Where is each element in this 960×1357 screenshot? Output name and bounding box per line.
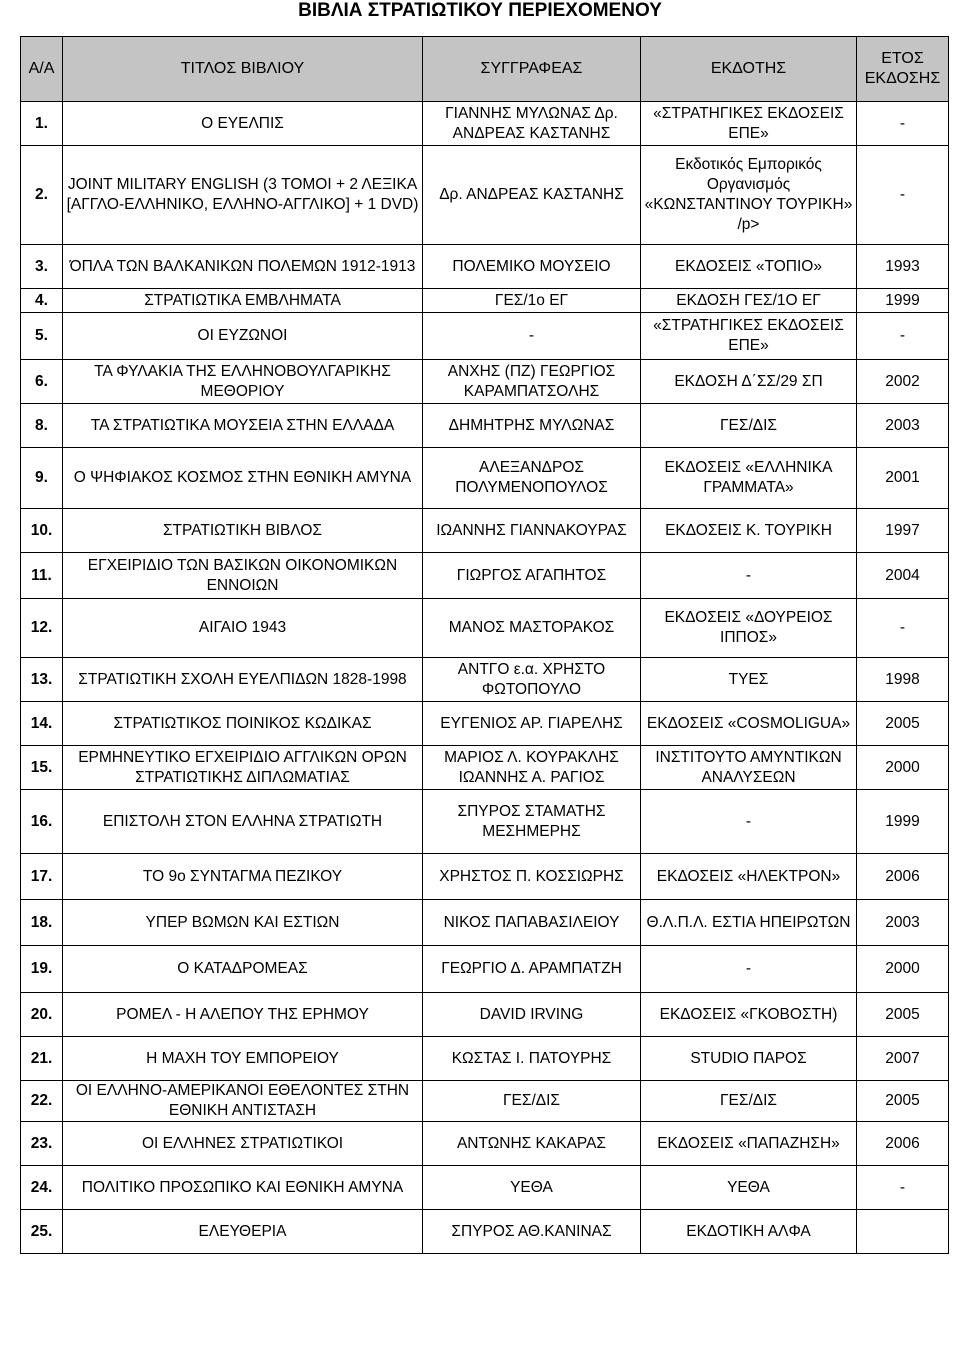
table-row [21, 790, 949, 854]
table-row [21, 854, 949, 900]
row-author: ΑΝΤΓΟ ε.α. ΧΡΗΣΤΟ ΦΩΤΟΠΟΥΛΟ [423, 658, 641, 702]
row-author: ΝΙΚΟΣ ΠΑΠΑΒΑΣΙΛΕΙΟΥ [423, 900, 641, 946]
table-row [21, 1037, 949, 1081]
row-title: ΣΤΡΑΤΙΩΤΙΚΟΣ ΠΟΙΝΙΚΟΣ ΚΩΔΙΚΑΣ [63, 702, 423, 746]
row-title: ΑΙΓΑΙΟ 1943 [63, 599, 423, 658]
row-title: JOINT MILITARY ENGLISH (3 ΤΟΜΟΙ + 2 ΛΕΞΙΚΑ [ΑΓΓΛΟ-ΕΛΛΗΝΙΚΟ, ΕΛΛΗΝΟ-ΑΓΓΛΙΚΟ] + 1 DVD) [63, 146, 423, 245]
row-author: ΓΕΣ/1ο ΕΓ [423, 289, 641, 313]
row-publisher: ΕΚΔΟΣΕΙΣ «COSMOLIGUA» [641, 702, 857, 746]
row-number: 11. [21, 553, 63, 599]
table-row [21, 702, 949, 746]
row-title: Ο ΚΑΤΑΔΡΟΜΕΑΣ [63, 946, 423, 993]
row-year: 2000 [857, 946, 949, 993]
row-year: 2005 [857, 993, 949, 1037]
row-publisher: Εκδοτικός Εμπορικός Οργανισμός «ΚΩΝΣΤΑΝΤΙΝΟΥ ΤΟΥΡΙΚΗ» /p> [641, 146, 857, 245]
table-row [21, 746, 949, 790]
table-row [21, 900, 949, 946]
row-author: ΓΕΩΡΓΙΟ Δ. ΑΡΑΜΠΑΤΖΗ [423, 946, 641, 993]
row-number: 18. [21, 900, 63, 946]
row-author: ΓΙΩΡΓΟΣ ΑΓΑΠΗΤΟΣ [423, 553, 641, 599]
row-publisher: ΓΕΣ/ΔΙΣ [641, 404, 857, 448]
row-publisher: «ΣΤΡΑΤΗΓΙΚΕΣ ΕΚΔΟΣΕΙΣ ΕΠΕ» [641, 313, 857, 360]
row-year: 2006 [857, 854, 949, 900]
row-year: 2005 [857, 1081, 949, 1122]
row-title: ΥΠΕΡ ΒΩΜΩΝ ΚΑΙ ΕΣΤΙΩΝ [63, 900, 423, 946]
page-title: ΒΙΒΛΙΑ ΣΤΡΑΤΙΩΤΙΚΟΥ ΠΕΡΙΕΧΟΜΕΝΟΥ [298, 0, 662, 21]
row-publisher: ΕΚΔΟΣΗ ΓΕΣ/1Ο ΕΓ [641, 289, 857, 313]
row-author: ΓΕΣ/ΔΙΣ [423, 1081, 641, 1122]
column-header-publisher: ΕΚΔΟΤΗΣ [641, 37, 857, 102]
row-year: 1999 [857, 790, 949, 854]
books-table [20, 36, 949, 1254]
row-author: ΔΗΜΗΤΡΗΣ ΜΥΛΩΝΑΣ [423, 404, 641, 448]
row-title: Η ΜΑΧΗ ΤΟΥ ΕΜΠΟΡΕΙΟΥ [63, 1037, 423, 1081]
row-publisher: Θ.Λ.Π.Λ. ΕΣΤΙΑ ΗΠΕΙΡΩΤΩΝ [641, 900, 857, 946]
table-row [21, 658, 949, 702]
row-number: 8. [21, 404, 63, 448]
row-publisher: ΕΚΔΟΣΕΙΣ «ΔΟΥΡΕΙΟΣ ΙΠΠΟΣ» [641, 599, 857, 658]
row-number: 25. [21, 1210, 63, 1254]
row-number: 24. [21, 1166, 63, 1210]
row-year: 2006 [857, 1122, 949, 1166]
table-row [21, 509, 949, 553]
row-title: ΤΑ ΦΥΛΑΚΙΑ ΤΗΣ ΕΛΛΗΝΟΒΟΥΛΓΑΡΙΚΗΣ ΜΕΘΟΡΙΟΥ [63, 360, 423, 404]
row-number: 12. [21, 599, 63, 658]
row-number: 4. [21, 289, 63, 313]
row-publisher: ΕΚΔΟΤΙΚΗ ΑΛΦΑ [641, 1210, 857, 1254]
row-number: 15. [21, 746, 63, 790]
row-publisher: ΕΚΔΟΣΗ Δ΄ΣΣ/29 ΣΠ [641, 360, 857, 404]
row-number: 22. [21, 1081, 63, 1122]
row-title: ΡΟΜΕΛ - Η ΑΛΕΠΟΥ ΤΗΣ ΕΡΗΜΟΥ [63, 993, 423, 1037]
row-publisher: - [641, 946, 857, 993]
row-title: ΕΛΕΥΘΕΡΙΑ [63, 1210, 423, 1254]
table-row [21, 102, 949, 146]
row-number: 6. [21, 360, 63, 404]
table-row [21, 1210, 949, 1254]
row-year: - [857, 1166, 949, 1210]
row-title: ΤΑ ΣΤΡΑΤΙΩΤΙΚΑ ΜΟΥΣΕΙΑ ΣΤΗΝ ΕΛΛΑΔΑ [63, 404, 423, 448]
row-title: Ο ΨΗΦΙΑΚΟΣ ΚΟΣΜΟΣ ΣΤΗΝ ΕΘΝΙΚΗ ΑΜΥΝΑ [63, 448, 423, 509]
row-number: 14. [21, 702, 63, 746]
row-author: ΠΟΛΕΜΙΚΟ ΜΟΥΣΕΙΟ [423, 245, 641, 289]
header-row [21, 37, 949, 102]
table-row [21, 1166, 949, 1210]
table-row [21, 360, 949, 404]
row-title: ΣΤΡΑΤΙΩΤΙΚΑ ΕΜΒΛΗΜΑΤΑ [63, 289, 423, 313]
row-author: - [423, 313, 641, 360]
row-number: 23. [21, 1122, 63, 1166]
row-publisher: ΕΚΔΟΣΕΙΣ «ΓΚΟΒΟΣΤΗ) [641, 993, 857, 1037]
row-author: ΑΛΕΞΑΝΔΡΟΣ ΠΟΛΥΜΕΝΟΠΟΥΛΟΣ [423, 448, 641, 509]
row-author: ΑΝΧΗΣ (ΠΖ) ΓΕΩΡΓΙΟΣ ΚΑΡΑΜΠΑΤΣΟΛΗΣ [423, 360, 641, 404]
row-year: 1998 [857, 658, 949, 702]
row-year: - [857, 599, 949, 658]
table-row [21, 245, 949, 289]
row-publisher: - [641, 553, 857, 599]
row-year: 2001 [857, 448, 949, 509]
row-year: 1993 [857, 245, 949, 289]
row-publisher: ΓΕΣ/ΔΙΣ [641, 1081, 857, 1122]
row-number: 13. [21, 658, 63, 702]
row-year: 1999 [857, 289, 949, 313]
row-author: ΜΑΡΙΟΣ Λ. ΚΟΥΡΑΚΛΗΣ ΙΩΑΝΝΗΣ Α. ΡΑΓΙΟΣ [423, 746, 641, 790]
table-row [21, 599, 949, 658]
row-title: ΣΤΡΑΤΙΩΤΙΚΗ ΒΙΒΛΟΣ [63, 509, 423, 553]
row-year: 1997 [857, 509, 949, 553]
column-header-year: ΕΤΟΣ ΕΚΔΟΣΗΣ [857, 37, 949, 102]
row-year [857, 1210, 949, 1254]
row-author: Δρ. ΑΝΔΡΕΑΣ ΚΑΣΤΑΝΗΣ [423, 146, 641, 245]
column-header-title: ΤΙΤΛΟΣ ΒΙΒΛΙΟΥ [63, 37, 423, 102]
row-year: 2000 [857, 746, 949, 790]
row-year: - [857, 146, 949, 245]
table-row [21, 289, 949, 313]
row-author: ΧΡΗΣΤΟΣ Π. ΚΟΣΣΙΩΡΗΣ [423, 854, 641, 900]
row-publisher: «ΣΤΡΑΤΗΓΙΚΕΣ ΕΚΔΟΣΕΙΣ ΕΠΕ» [641, 102, 857, 146]
row-year: - [857, 102, 949, 146]
table-row [21, 946, 949, 993]
row-year: - [857, 313, 949, 360]
row-author: ΜΑΝΟΣ ΜΑΣΤΟΡΑΚΟΣ [423, 599, 641, 658]
row-author: ΑΝΤΩΝΗΣ ΚΑΚΑΡΑΣ [423, 1122, 641, 1166]
row-author: ΥΕΘΑ [423, 1166, 641, 1210]
table-row [21, 1122, 949, 1166]
row-title: ΌΠΛΑ ΤΩΝ ΒΑΛΚΑΝΙΚΩΝ ΠΟΛΕΜΩΝ 1912-1913 [63, 245, 423, 289]
row-publisher: ΕΚΔΟΣΕΙΣ Κ. ΤΟΥΡΙΚΗ [641, 509, 857, 553]
row-number: 19. [21, 946, 63, 993]
row-publisher: - [641, 790, 857, 854]
table-row [21, 448, 949, 509]
row-year: 2003 [857, 404, 949, 448]
row-number: 1. [21, 102, 63, 146]
row-number: 2. [21, 146, 63, 245]
row-author: ΚΩΣΤΑΣ Ι. ΠΑΤΟΥΡΗΣ [423, 1037, 641, 1081]
row-author: ΕΥΓΕΝΙΟΣ ΑΡ. ΓΙΑΡΕΛΗΣ [423, 702, 641, 746]
row-author: ΓΙΑΝΝΗΣ ΜΥΛΩΝΑΣ Δρ. ΑΝΔΡΕΑΣ ΚΑΣΤΑΝΗΣ [423, 102, 641, 146]
row-title: ΟΙ ΕΛΛΗΝΕΣ ΣΤΡΑΤΙΩΤΙΚΟΙ [63, 1122, 423, 1166]
row-publisher: ΕΚΔΟΣΕΙΣ «ΕΛΛΗΝΙΚΑ ΓΡΑΜΜΑΤΑ» [641, 448, 857, 509]
row-publisher: ΙΝΣΤΙΤΟΥΤΟ ΑΜΥΝΤΙΚΩΝ ΑΝΑΛΥΣΕΩΝ [641, 746, 857, 790]
row-author: DAVID IRVING [423, 993, 641, 1037]
column-header-number: Α/Α [21, 37, 63, 102]
row-title: ΠΟΛΙΤΙΚΟ ΠΡΟΣΩΠΙΚΟ ΚΑΙ ΕΘΝΙΚΗ ΑΜΥΝΑ [63, 1166, 423, 1210]
row-title: ΕΡΜΗΝΕΥΤΙΚΟ ΕΓΧΕΙΡΙΔΙΟ ΑΓΓΛΙΚΩΝ ΟΡΩΝ ΣΤΡΑΤΙΩΤΙΚΗΣ ΔΙΠΛΩΜΑΤΙΑΣ [63, 746, 423, 790]
row-title: ΟΙ ΕΛΛΗΝΟ-ΑΜΕΡΙΚΑΝΟΙ ΕΘΕΛΟΝΤΕΣ ΣΤΗΝ ΕΘΝΙΚΗ ΑΝΤΙΣΤΑΣΗ [63, 1081, 423, 1122]
row-year: 2002 [857, 360, 949, 404]
row-publisher: ΕΚΔΟΣΕΙΣ «ΠΑΠΑΖΗΣΗ» [641, 1122, 857, 1166]
row-year: 2003 [857, 900, 949, 946]
row-author: ΙΩΑΝΝΗΣ ΓΙΑΝΝΑΚΟΥΡΑΣ [423, 509, 641, 553]
row-author: ΣΠΥΡΟΣ ΣΤΑΜΑΤΗΣ ΜΕΣΗΜΕΡΗΣ [423, 790, 641, 854]
row-year: 2005 [857, 702, 949, 746]
row-author: ΣΠΥΡΟΣ ΑΘ.ΚΑΝΙΝΑΣ [423, 1210, 641, 1254]
row-title: ΣΤΡΑΤΙΩΤΙΚΗ ΣΧΟΛΗ ΕΥΕΛΠΙΔΩΝ 1828-1998 [63, 658, 423, 702]
table-row [21, 553, 949, 599]
column-header-author: ΣΥΓΓΡΑΦΕΑΣ [423, 37, 641, 102]
row-title: ΟΙ ΕΥΖΩΝΟΙ [63, 313, 423, 360]
row-title: Ο ΕΥΕΛΠΙΣ [63, 102, 423, 146]
table-row [21, 404, 949, 448]
row-number: 16. [21, 790, 63, 854]
table-row [21, 313, 949, 360]
row-number: 21. [21, 1037, 63, 1081]
row-number: 9. [21, 448, 63, 509]
row-year: 2004 [857, 553, 949, 599]
table-row [21, 146, 949, 245]
row-publisher: ΥΕΘΑ [641, 1166, 857, 1210]
row-number: 10. [21, 509, 63, 553]
row-publisher: STUDIO ΠΑΡΟΣ [641, 1037, 857, 1081]
row-publisher: ΤΥΕΣ [641, 658, 857, 702]
row-year: 2007 [857, 1037, 949, 1081]
row-number: 20. [21, 993, 63, 1037]
row-publisher: ΕΚΔΟΣΕΙΣ «ΤΟΠΙΟ» [641, 245, 857, 289]
row-publisher: ΕΚΔΟΣΕΙΣ «ΗΛΕΚΤΡΟΝ» [641, 854, 857, 900]
row-number: 3. [21, 245, 63, 289]
row-title: ΕΠΙΣΤΟΛΗ ΣΤΟΝ ΕΛΛΗΝΑ ΣΤΡΑΤΙΩΤΗ [63, 790, 423, 854]
row-title: ΕΓΧΕΙΡΙΔΙΟ ΤΩΝ ΒΑΣΙΚΩΝ ΟΙΚΟΝΟΜΙΚΩΝ ΕΝΝΟΙΩΝ [63, 553, 423, 599]
row-title: ΤΟ 9ο ΣΥΝΤΑΓΜΑ ΠΕΖΙΚΟΥ [63, 854, 423, 900]
table-row [21, 1081, 949, 1122]
table-row [21, 993, 949, 1037]
row-number: 17. [21, 854, 63, 900]
row-number: 5. [21, 313, 63, 360]
